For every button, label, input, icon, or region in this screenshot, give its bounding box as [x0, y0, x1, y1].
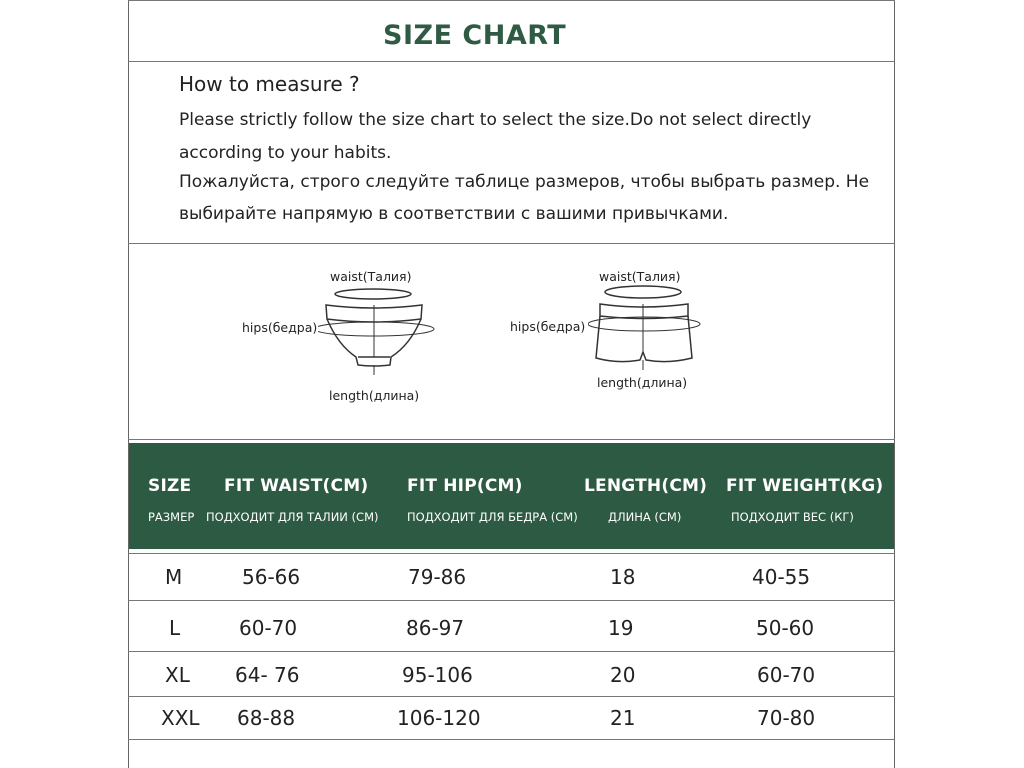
header-hip: FIT HIP(CM) ПОДХОДИТ ДЛЯ БЕДРА (СМ): [407, 476, 578, 524]
instruction-line-4: выбирайте напрямую в соответствии с вашими привычками.: [179, 204, 729, 224]
brief-waist-label: waist(Талия): [330, 269, 412, 284]
cell-size: XXL: [161, 706, 200, 730]
instruction-line-3: Пожалуйста, строго следуйте таблице размеров, чтобы выбрать размер. Не: [179, 172, 870, 192]
divider-row-xl: [128, 696, 895, 697]
brief-underwear-icon: [318, 283, 438, 383]
cell-length: 20: [610, 663, 636, 687]
cell-waist: 68-88: [237, 706, 296, 730]
header-size: SIZE РАЗМЕР: [148, 476, 195, 524]
cell-length: 18: [610, 565, 636, 589]
cell-weight: 40-55: [752, 565, 811, 589]
cell-weight: 60-70: [757, 663, 816, 687]
divider-instructions: [128, 243, 895, 244]
divider-top: [128, 0, 895, 1]
cell-hip: 106-120: [397, 706, 481, 730]
divider-row-l: [128, 651, 895, 652]
boxer-length-label: length(длина): [597, 375, 688, 390]
cell-weight: 70-80: [757, 706, 816, 730]
how-to-measure-heading: How to measure ?: [179, 72, 360, 96]
divider-row-m: [128, 600, 895, 601]
boxer-hips-label: hips(бедра): [510, 319, 586, 334]
cell-length: 19: [608, 616, 634, 640]
cell-waist: 60-70: [239, 616, 298, 640]
cell-waist: 64- 76: [235, 663, 300, 687]
cell-size: L: [169, 616, 181, 640]
divider-header: [128, 553, 895, 554]
cell-hip: 86-97: [406, 616, 465, 640]
page-title: SIZE CHART: [383, 20, 567, 51]
cell-hip: 79-86: [408, 565, 467, 589]
cell-length: 21: [610, 706, 636, 730]
cell-size: XL: [165, 663, 190, 687]
brief-length-label: length(длина): [329, 388, 420, 403]
divider-row-xxl: [128, 739, 895, 740]
brief-hips-label: hips(бедра): [242, 320, 318, 335]
cell-hip: 95-106: [402, 663, 473, 687]
boxer-waist-label: waist(Талия): [599, 269, 681, 284]
cell-size: M: [165, 565, 183, 589]
header-waist: FIT WAIST(CM) ПОДХОДИТ ДЛЯ ТАЛИИ (СМ): [206, 476, 379, 524]
divider-title: [128, 61, 895, 62]
header-weight: FIT WEIGHT(KG) ПОДХОДИТ ВЕС (КГ): [726, 476, 884, 524]
instruction-line-2: according to your habits.: [179, 143, 392, 163]
cell-weight: 50-60: [756, 616, 815, 640]
instruction-line-1: Please strictly follow the size chart to select the size.Do not select directly: [179, 110, 812, 130]
divider-diagrams: [128, 439, 895, 440]
header-length: LENGTH(CM) ДЛИНА (СМ): [584, 476, 708, 524]
cell-waist: 56-66: [242, 565, 301, 589]
boxer-underwear-icon: [588, 280, 708, 380]
